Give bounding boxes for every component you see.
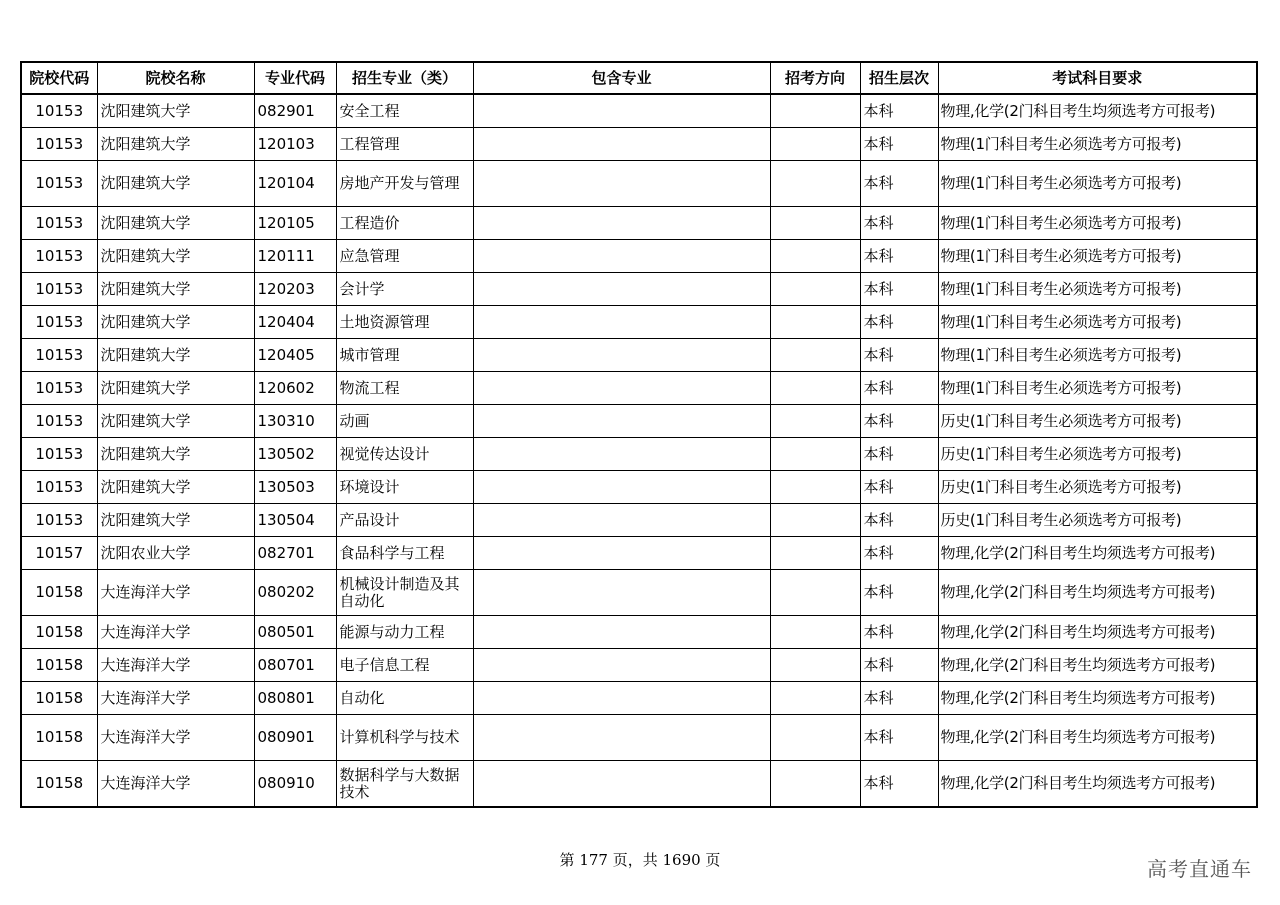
header-major: 招生专业（类） bbox=[336, 62, 473, 94]
cell-includes bbox=[473, 504, 770, 537]
table-row bbox=[21, 306, 1257, 339]
cell-major-code: 080501 bbox=[254, 616, 336, 649]
cell-direction bbox=[770, 761, 860, 808]
header-includes: 包含专业 bbox=[473, 62, 770, 94]
cell-school-name: 大连海洋大学 bbox=[97, 761, 254, 808]
cell-major-code: 120404 bbox=[254, 306, 336, 339]
cell-requirement: 物理(1门科目考生必须选考方可报考) bbox=[938, 306, 1257, 339]
cell-direction bbox=[770, 273, 860, 306]
cell-major-code: 120105 bbox=[254, 207, 336, 240]
cell-major: 土地资源管理 bbox=[336, 306, 473, 339]
cell-major: 自动化 bbox=[336, 682, 473, 715]
cell-requirement: 物理,化学(2门科目考生均须选考方可报考) bbox=[938, 94, 1257, 128]
cell-direction bbox=[770, 649, 860, 682]
cell-major-code: 120203 bbox=[254, 273, 336, 306]
cell-includes bbox=[473, 405, 770, 438]
cell-level: 本科 bbox=[860, 94, 938, 128]
table-row bbox=[21, 405, 1257, 438]
cell-school-code: 10158 bbox=[21, 682, 97, 715]
table-row bbox=[21, 682, 1257, 715]
cell-includes bbox=[473, 306, 770, 339]
cell-school-name: 大连海洋大学 bbox=[97, 649, 254, 682]
cell-level: 本科 bbox=[860, 537, 938, 570]
cell-school-name: 沈阳建筑大学 bbox=[97, 504, 254, 537]
cell-major-code: 120405 bbox=[254, 339, 336, 372]
cell-direction bbox=[770, 438, 860, 471]
cell-direction bbox=[770, 570, 860, 616]
table-header-row bbox=[21, 62, 1257, 94]
cell-direction bbox=[770, 372, 860, 405]
cell-direction bbox=[770, 682, 860, 715]
table-row bbox=[21, 471, 1257, 504]
cell-requirement: 物理,化学(2门科目考生均须选考方可报考) bbox=[938, 682, 1257, 715]
cell-direction bbox=[770, 207, 860, 240]
cell-school-code: 10153 bbox=[21, 306, 97, 339]
cell-major-code: 080910 bbox=[254, 761, 336, 808]
cell-school-name: 大连海洋大学 bbox=[97, 616, 254, 649]
cell-major-code: 082901 bbox=[254, 94, 336, 128]
cell-school-name: 沈阳建筑大学 bbox=[97, 339, 254, 372]
cell-school-code: 10158 bbox=[21, 761, 97, 808]
cell-requirement: 物理(1门科目考生必须选考方可报考) bbox=[938, 128, 1257, 161]
cell-requirement: 物理,化学(2门科目考生均须选考方可报考) bbox=[938, 537, 1257, 570]
cell-requirement: 物理(1门科目考生必须选考方可报考) bbox=[938, 339, 1257, 372]
cell-includes bbox=[473, 537, 770, 570]
page-number: 第 177 页，共 1690 页 bbox=[559, 851, 721, 869]
cell-major-code: 120602 bbox=[254, 372, 336, 405]
header-school-name: 院校名称 bbox=[97, 62, 254, 94]
header-school-code: 院校代码 bbox=[21, 62, 97, 94]
cell-school-name: 沈阳建筑大学 bbox=[97, 306, 254, 339]
table-row bbox=[21, 161, 1257, 207]
cell-school-name: 大连海洋大学 bbox=[97, 715, 254, 761]
cell-school-name: 沈阳建筑大学 bbox=[97, 240, 254, 273]
cell-level: 本科 bbox=[860, 616, 938, 649]
cell-school-code: 10153 bbox=[21, 372, 97, 405]
cell-school-code: 10153 bbox=[21, 240, 97, 273]
table-row bbox=[21, 339, 1257, 372]
cell-school-name: 沈阳建筑大学 bbox=[97, 471, 254, 504]
cell-direction bbox=[770, 94, 860, 128]
cell-direction bbox=[770, 161, 860, 207]
table-row bbox=[21, 616, 1257, 649]
cell-requirement: 物理(1门科目考生必须选考方可报考) bbox=[938, 273, 1257, 306]
cell-includes bbox=[473, 570, 770, 616]
cell-direction bbox=[770, 306, 860, 339]
cell-requirement: 物理(1门科目考生必须选考方可报考) bbox=[938, 240, 1257, 273]
table-row bbox=[21, 438, 1257, 471]
cell-school-code: 10158 bbox=[21, 616, 97, 649]
cell-requirement: 历史(1门科目考生必须选考方可报考) bbox=[938, 438, 1257, 471]
cell-level: 本科 bbox=[860, 405, 938, 438]
cell-level: 本科 bbox=[860, 240, 938, 273]
cell-requirement: 物理,化学(2门科目考生均须选考方可报考) bbox=[938, 649, 1257, 682]
cell-school-name: 沈阳建筑大学 bbox=[97, 405, 254, 438]
cell-school-name: 大连海洋大学 bbox=[97, 682, 254, 715]
cell-requirement: 物理(1门科目考生必须选考方可报考) bbox=[938, 161, 1257, 207]
cell-requirement: 物理(1门科目考生必须选考方可报考) bbox=[938, 207, 1257, 240]
cell-direction bbox=[770, 240, 860, 273]
cell-level: 本科 bbox=[860, 471, 938, 504]
cell-includes bbox=[473, 94, 770, 128]
cell-includes bbox=[473, 339, 770, 372]
cell-level: 本科 bbox=[860, 161, 938, 207]
table-row bbox=[21, 649, 1257, 682]
cell-school-code: 10158 bbox=[21, 570, 97, 616]
header-major-code: 专业代码 bbox=[254, 62, 336, 94]
cell-major-code: 130504 bbox=[254, 504, 336, 537]
cell-school-code: 10157 bbox=[21, 537, 97, 570]
table-row bbox=[21, 240, 1257, 273]
header-level: 招生层次 bbox=[860, 62, 938, 94]
cell-includes bbox=[473, 438, 770, 471]
cell-requirement: 历史(1门科目考生必须选考方可报考) bbox=[938, 405, 1257, 438]
cell-level: 本科 bbox=[860, 438, 938, 471]
cell-school-name: 大连海洋大学 bbox=[97, 570, 254, 616]
cell-major: 食品科学与工程 bbox=[336, 537, 473, 570]
cell-major: 视觉传达设计 bbox=[336, 438, 473, 471]
cell-level: 本科 bbox=[860, 761, 938, 808]
cell-requirement: 物理,化学(2门科目考生均须选考方可报考) bbox=[938, 761, 1257, 808]
cell-direction bbox=[770, 339, 860, 372]
cell-major: 数据科学与大数据技术 bbox=[336, 761, 473, 808]
header-requirement: 考试科目要求 bbox=[938, 62, 1257, 94]
cell-school-code: 10153 bbox=[21, 438, 97, 471]
table-row bbox=[21, 207, 1257, 240]
cell-level: 本科 bbox=[860, 273, 938, 306]
cell-major-code: 130502 bbox=[254, 438, 336, 471]
cell-level: 本科 bbox=[860, 306, 938, 339]
cell-major: 工程造价 bbox=[336, 207, 473, 240]
cell-school-code: 10153 bbox=[21, 161, 97, 207]
cell-direction bbox=[770, 128, 860, 161]
cell-major: 环境设计 bbox=[336, 471, 473, 504]
cell-school-code: 10153 bbox=[21, 339, 97, 372]
cell-requirement: 物理(1门科目考生必须选考方可报考) bbox=[938, 372, 1257, 405]
cell-school-code: 10153 bbox=[21, 94, 97, 128]
watermark: 高考直通车 bbox=[1147, 857, 1252, 881]
table-body bbox=[21, 94, 1257, 807]
cell-school-name: 沈阳建筑大学 bbox=[97, 273, 254, 306]
cell-requirement: 历史(1门科目考生必须选考方可报考) bbox=[938, 471, 1257, 504]
cell-school-name: 沈阳建筑大学 bbox=[97, 207, 254, 240]
cell-school-code: 10153 bbox=[21, 471, 97, 504]
cell-major-code: 080202 bbox=[254, 570, 336, 616]
cell-school-name: 沈阳建筑大学 bbox=[97, 161, 254, 207]
cell-level: 本科 bbox=[860, 504, 938, 537]
cell-major-code: 120111 bbox=[254, 240, 336, 273]
cell-requirement: 物理,化学(2门科目考生均须选考方可报考) bbox=[938, 616, 1257, 649]
cell-school-code: 10153 bbox=[21, 207, 97, 240]
cell-major: 应急管理 bbox=[336, 240, 473, 273]
cell-major-code: 120103 bbox=[254, 128, 336, 161]
cell-requirement: 历史(1门科目考生必须选考方可报考) bbox=[938, 504, 1257, 537]
table-row bbox=[21, 128, 1257, 161]
cell-school-name: 沈阳建筑大学 bbox=[97, 128, 254, 161]
table-row bbox=[21, 570, 1257, 616]
cell-direction bbox=[770, 504, 860, 537]
cell-major-code: 080901 bbox=[254, 715, 336, 761]
cell-major-code: 082701 bbox=[254, 537, 336, 570]
cell-major-code: 120104 bbox=[254, 161, 336, 207]
cell-school-name: 沈阳建筑大学 bbox=[97, 438, 254, 471]
cell-level: 本科 bbox=[860, 682, 938, 715]
cell-level: 本科 bbox=[860, 372, 938, 405]
cell-major: 机械设计制造及其自动化 bbox=[336, 570, 473, 616]
cell-school-code: 10153 bbox=[21, 405, 97, 438]
table-row bbox=[21, 537, 1257, 570]
cell-major: 计算机科学与技术 bbox=[336, 715, 473, 761]
cell-level: 本科 bbox=[860, 339, 938, 372]
cell-includes bbox=[473, 761, 770, 808]
cell-school-code: 10158 bbox=[21, 715, 97, 761]
cell-school-name: 沈阳农业大学 bbox=[97, 537, 254, 570]
cell-major: 安全工程 bbox=[336, 94, 473, 128]
cell-includes bbox=[473, 616, 770, 649]
cell-school-code: 10158 bbox=[21, 649, 97, 682]
cell-major: 动画 bbox=[336, 405, 473, 438]
cell-major: 电子信息工程 bbox=[336, 649, 473, 682]
cell-requirement: 物理,化学(2门科目考生均须选考方可报考) bbox=[938, 715, 1257, 761]
cell-school-code: 10153 bbox=[21, 128, 97, 161]
cell-requirement: 物理,化学(2门科目考生均须选考方可报考) bbox=[938, 570, 1257, 616]
table-row bbox=[21, 372, 1257, 405]
table-row bbox=[21, 273, 1257, 306]
cell-direction bbox=[770, 471, 860, 504]
cell-level: 本科 bbox=[860, 570, 938, 616]
cell-level: 本科 bbox=[860, 207, 938, 240]
cell-school-name: 沈阳建筑大学 bbox=[97, 372, 254, 405]
cell-includes bbox=[473, 161, 770, 207]
cell-direction bbox=[770, 616, 860, 649]
header-direction: 招考方向 bbox=[770, 62, 860, 94]
cell-major-code: 130503 bbox=[254, 471, 336, 504]
cell-direction bbox=[770, 715, 860, 761]
cell-major: 能源与动力工程 bbox=[336, 616, 473, 649]
admission-table bbox=[20, 61, 1258, 808]
table-row bbox=[21, 715, 1257, 761]
cell-includes bbox=[473, 273, 770, 306]
cell-direction bbox=[770, 405, 860, 438]
cell-includes bbox=[473, 682, 770, 715]
cell-major-code: 080801 bbox=[254, 682, 336, 715]
cell-includes bbox=[473, 128, 770, 161]
cell-major-code: 130310 bbox=[254, 405, 336, 438]
cell-school-code: 10153 bbox=[21, 273, 97, 306]
cell-major-code: 080701 bbox=[254, 649, 336, 682]
cell-includes bbox=[473, 372, 770, 405]
cell-includes bbox=[473, 207, 770, 240]
cell-level: 本科 bbox=[860, 649, 938, 682]
cell-level: 本科 bbox=[860, 715, 938, 761]
cell-major: 工程管理 bbox=[336, 128, 473, 161]
cell-major: 房地产开发与管理 bbox=[336, 161, 473, 207]
cell-includes bbox=[473, 715, 770, 761]
cell-major: 城市管理 bbox=[336, 339, 473, 372]
cell-includes bbox=[473, 471, 770, 504]
cell-includes bbox=[473, 649, 770, 682]
cell-direction bbox=[770, 537, 860, 570]
cell-level: 本科 bbox=[860, 128, 938, 161]
table-row bbox=[21, 94, 1257, 128]
cell-school-name: 沈阳建筑大学 bbox=[97, 94, 254, 128]
cell-school-code: 10153 bbox=[21, 504, 97, 537]
cell-major: 物流工程 bbox=[336, 372, 473, 405]
cell-major: 会计学 bbox=[336, 273, 473, 306]
table-row bbox=[21, 761, 1257, 808]
table-row bbox=[21, 504, 1257, 537]
cell-major: 产品设计 bbox=[336, 504, 473, 537]
cell-includes bbox=[473, 240, 770, 273]
